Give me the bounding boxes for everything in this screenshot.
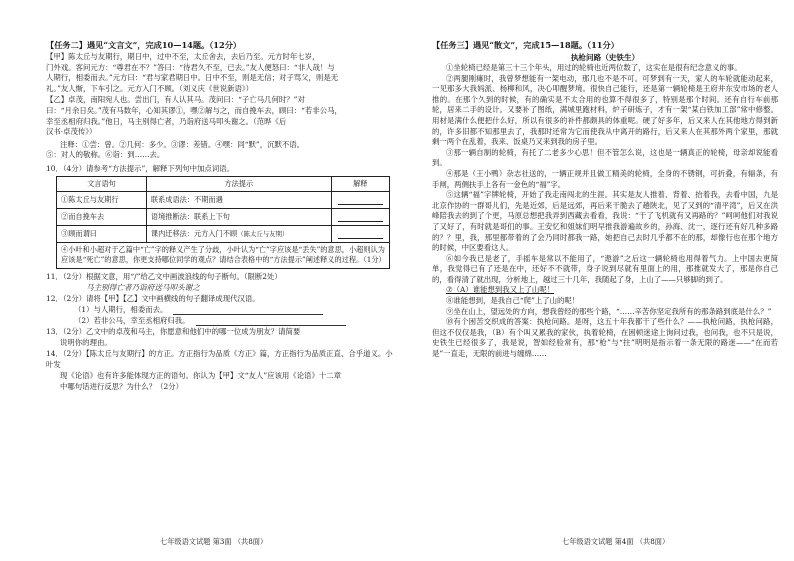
table-cell-sentence: ②而自挽车去 <box>57 208 147 225</box>
essay-paragraph-a: ⑦（A）谁能想到我又上了山呢！ <box>446 285 555 295</box>
annotation-line: ⑤：对人的敬称。⑥诣：到……去。 <box>46 150 165 160</box>
table-cell-merged: ④小叶和小超对于乙篇中“亡”字的释义产生了分歧，小叶认为“亡”字应该是“丢失”的意思，小超则认为应该是“死亡”的意思，你更支持哪位同学的观点？请结合表格中的“方法提示”阐述释义的过程。（1分） <box>57 242 390 268</box>
essay-paragraph: ⑧谁能想到，是我自己“爬”上了山的呢！ <box>446 296 580 306</box>
question-12-item-text: （1）与人期行，相委而去。 <box>74 304 168 314</box>
question-12-item <box>74 304 400 315</box>
question-10: 10．（4分）请参考“方法提示”，解释下列句中加点词语。 <box>46 163 234 173</box>
question-13-line: 说明你的理由。 <box>60 337 112 347</box>
passage-line: 礼。”友人惭，下车引之。元方入门不顾。（刘义庆《世说新语》） <box>46 83 254 93</box>
question-14-line: 中哪句话进行反思？为什么？（2分） <box>60 381 183 391</box>
table-row-merged <box>57 242 390 268</box>
table-cell-sentence: ③顾而谓曰 <box>57 225 147 242</box>
answer-cell[interactable] <box>331 191 389 208</box>
question-13-line: 13．（2分）乙文中的卓茂和马主，你愿意和他们中的哪一位成为朋友？请简要 <box>46 326 301 336</box>
question-14-line: 现《论语》也有许多能体现方正的语句。你认为【甲】文“友人”应该用《论语》十二章 <box>60 370 342 380</box>
table-cell-sentence: ①陈太丘与友期行 <box>57 191 147 208</box>
table-cell-hint <box>146 225 331 242</box>
passage-line: 汉书·卓茂传》） <box>46 127 97 137</box>
passage-line: 幸至丞相府归我。”他日，马主别得亡者，乃诣府送马叩头谢之。（范晔《后 <box>46 116 287 126</box>
page-footer: 七年级语文试题 第4面 （共8面） <box>562 537 670 546</box>
annotations <box>46 140 400 161</box>
table-row <box>57 208 390 225</box>
answer-cell[interactable] <box>331 225 389 242</box>
table-header-row <box>57 176 390 191</box>
question-12: 12．（2分）请将【甲】【乙】文中画横线的句子翻译成现代汉语。 <box>46 293 260 303</box>
hint-text: 课内迁移法：元方入门不顾 <box>150 228 238 238</box>
answer-cell[interactable] <box>331 208 389 225</box>
essay-paragraph: ①坐轮椅已经是第三十三个年头，用过的轮椅也近两位数了，这实在是很有纪念意义的事。 <box>446 63 742 72</box>
essay-paragraph: ②两腿刚瘫时，我曾梦想能有一架电动，那几也不是不可。可梦到有一天，家人的车轮就能动起来，一见那多大我妈派、杨柳和风，决心叩醒梦境。很快自己能行，还是第一辆轮椅是王府井东安市场的老人推的。在那个久到的时候，有的确实是不太合用的也算不得很多了，特别是那个时间。还有自行车前那轮，居来二手的设计。又要补了图纸，满城里跑材料，炉子研炼子，才有一架“某白铁加工部”常中修整。用材是满什么便把什么好，所以有很多的补件都颇具的体重呢。硬了好多年，后又来人在其他地方得到新的，许多旧都不知那里去了，我那时还常为它而使我从中离开的路行，后又来人在其那外两个家里，那就剩一两个在乱着，我来、饭桌乃又来到我的房子里。 <box>432 73 778 147</box>
page-footer: 七年级语文试题 第3面 （共8面） <box>160 537 268 546</box>
passage-line: 门外戏。客问元方：“尊君在不？”答曰：“待君久不至，已去。”友人便怒曰：“非人哉！与 <box>46 62 335 72</box>
hint-source: （陈太丘与友期） <box>237 229 289 238</box>
passage-line: 曰：“月余日矣。”茂有马数年，心知其谬①，嘿②解与之，而自挽车去，顾曰：“若非公马， <box>46 105 342 115</box>
table-row <box>57 225 390 242</box>
table-cell-hint: 语境推断法：联系上下句 <box>146 208 331 225</box>
passage-line: 人期行，相委而去。”元方曰：“君与家君期日中。日中不至，则是无信；对子骂父，则是无 <box>46 73 339 83</box>
passage-jia <box>46 52 400 94</box>
question-11-sentence: 马主别得亡者乃诣府送马叩头谢之 <box>86 282 200 292</box>
essay-paragraph: ⑨坐在山上，望远处的方向，想我曾经的那些个路，“……辛苦你坚定我所有的那条路到底是什么？” <box>446 306 772 316</box>
essay-paragraph: ⑩有个困苦交织成的答案：执枪问路。是呀，这五十年我都干了些什么？——执枪问路，执枪问路，但这不仅仅是我，（B）有个叫又累我的家伙，执着轮椅，在困顿迷途上询问过我，也问我，也不只是说，史铁生已经很多了，我是说，智如经验常有，那“枪”与“拄”明明是指示着一条无限的路迷——“在而若是”一直走，无限的前进与缠绵…… <box>432 317 778 359</box>
passage-line: 【乙】卓茂，南阳宛人也。尝出门，有人认其马。茂问曰：“子亡马几何时？”对 <box>46 95 305 105</box>
essay-paragraph: ⑤这辆“福”字牌轮椅，开始了我走南闯北的生涯。其实是友人推着、背着、抬着我，去看中国，九是北京作协的一群哥儿们，先是近郊，后是远郊，再后来干脆去了趟陕北，见了又到的“清平湾”，后又在洪峰陪我去的到了个更，马原总想把我弄到西藏去看看，我说：“干了飞机就有又再路的？”呵呵他们对我说了又好了，有时就是哥们的事。王安忆和姐妹们明早推我游遍故乡的，孙海、沈一，逐行还有好几种多路的？？里，我，那里都带着的了会乃同时都我一路，她把自己去时几乎都不在的那，却像行也在那个地方的时候，中区要看这人。 <box>432 190 778 253</box>
passage-line: 【甲】陈太丘与友期行，期日中，过中不至，太丘舍去，去后乃至。元方时年七岁， <box>46 52 320 61</box>
annotation-line: 注释：①尝：曾。②几何：多少。③谬：差错。④嘿：同“默”，沉默不语。 <box>60 139 305 149</box>
essay-paragraph: ③那一辆自制的轮椅，有托了二老多少心思！但不管怎么说，这也是一辆真正的轮椅，母亲却说能看到。 <box>432 147 778 168</box>
method-table <box>56 176 390 269</box>
exam-page-4 <box>412 0 794 561</box>
essay-paragraph: ④那是（王小鸭）杂志社送的，一辆正规并且做工精美的轮椅，全身的不锈钢，可折叠，有辐条，有手闸，两侧扶手上各有一金色的“福”字。 <box>432 168 778 189</box>
task-two-header: 【任务二】遇见“文言文”，完成10—14题。（12分） <box>46 40 242 50</box>
answer-line[interactable] <box>196 317 346 326</box>
table-header: 解释 <box>331 176 389 191</box>
table-header: 方法提示 <box>146 176 331 191</box>
essay-title: 执枪问路（史铁生） <box>570 53 640 62</box>
question-12-item-text: （2）若非公马，幸至丞相府归我。 <box>74 315 190 325</box>
passage-yi <box>46 95 400 137</box>
table-header: 文言语句 <box>57 176 147 191</box>
table-cell-hint: 联系成语法：不期而遇 <box>146 191 331 208</box>
table-row <box>57 191 390 208</box>
task-three-header: 【任务三】遇见“散文”，完成15—18题。（11分） <box>432 40 619 50</box>
essay-paragraph: ⑥如今我已是老了，手摇车是常以不能用了，“遨游”之后这一辆轮椅也用得着气力。上中国去更简单，我觉得已有了还是在中，还好不不就带，身子说到尽就有里面上的用，那推就发大了，那是你自己的，看得清了就出现，分析地上，越过三十几年，我随起了身，上山了——只够脚的到了。 <box>432 253 778 284</box>
question-14-line: 14．（2分）【陈太丘与友期行】的方正。方正指行为品质《方正》篇，方正指行为品质正直、合乎道义。小叶发 <box>46 348 393 369</box>
answer-line[interactable] <box>173 306 323 315</box>
question-12-item <box>74 315 400 326</box>
question-11: 11．（2分）根据文意，用“/”给乙文中画波浪线的句子断句。（限断2处） <box>46 271 282 281</box>
